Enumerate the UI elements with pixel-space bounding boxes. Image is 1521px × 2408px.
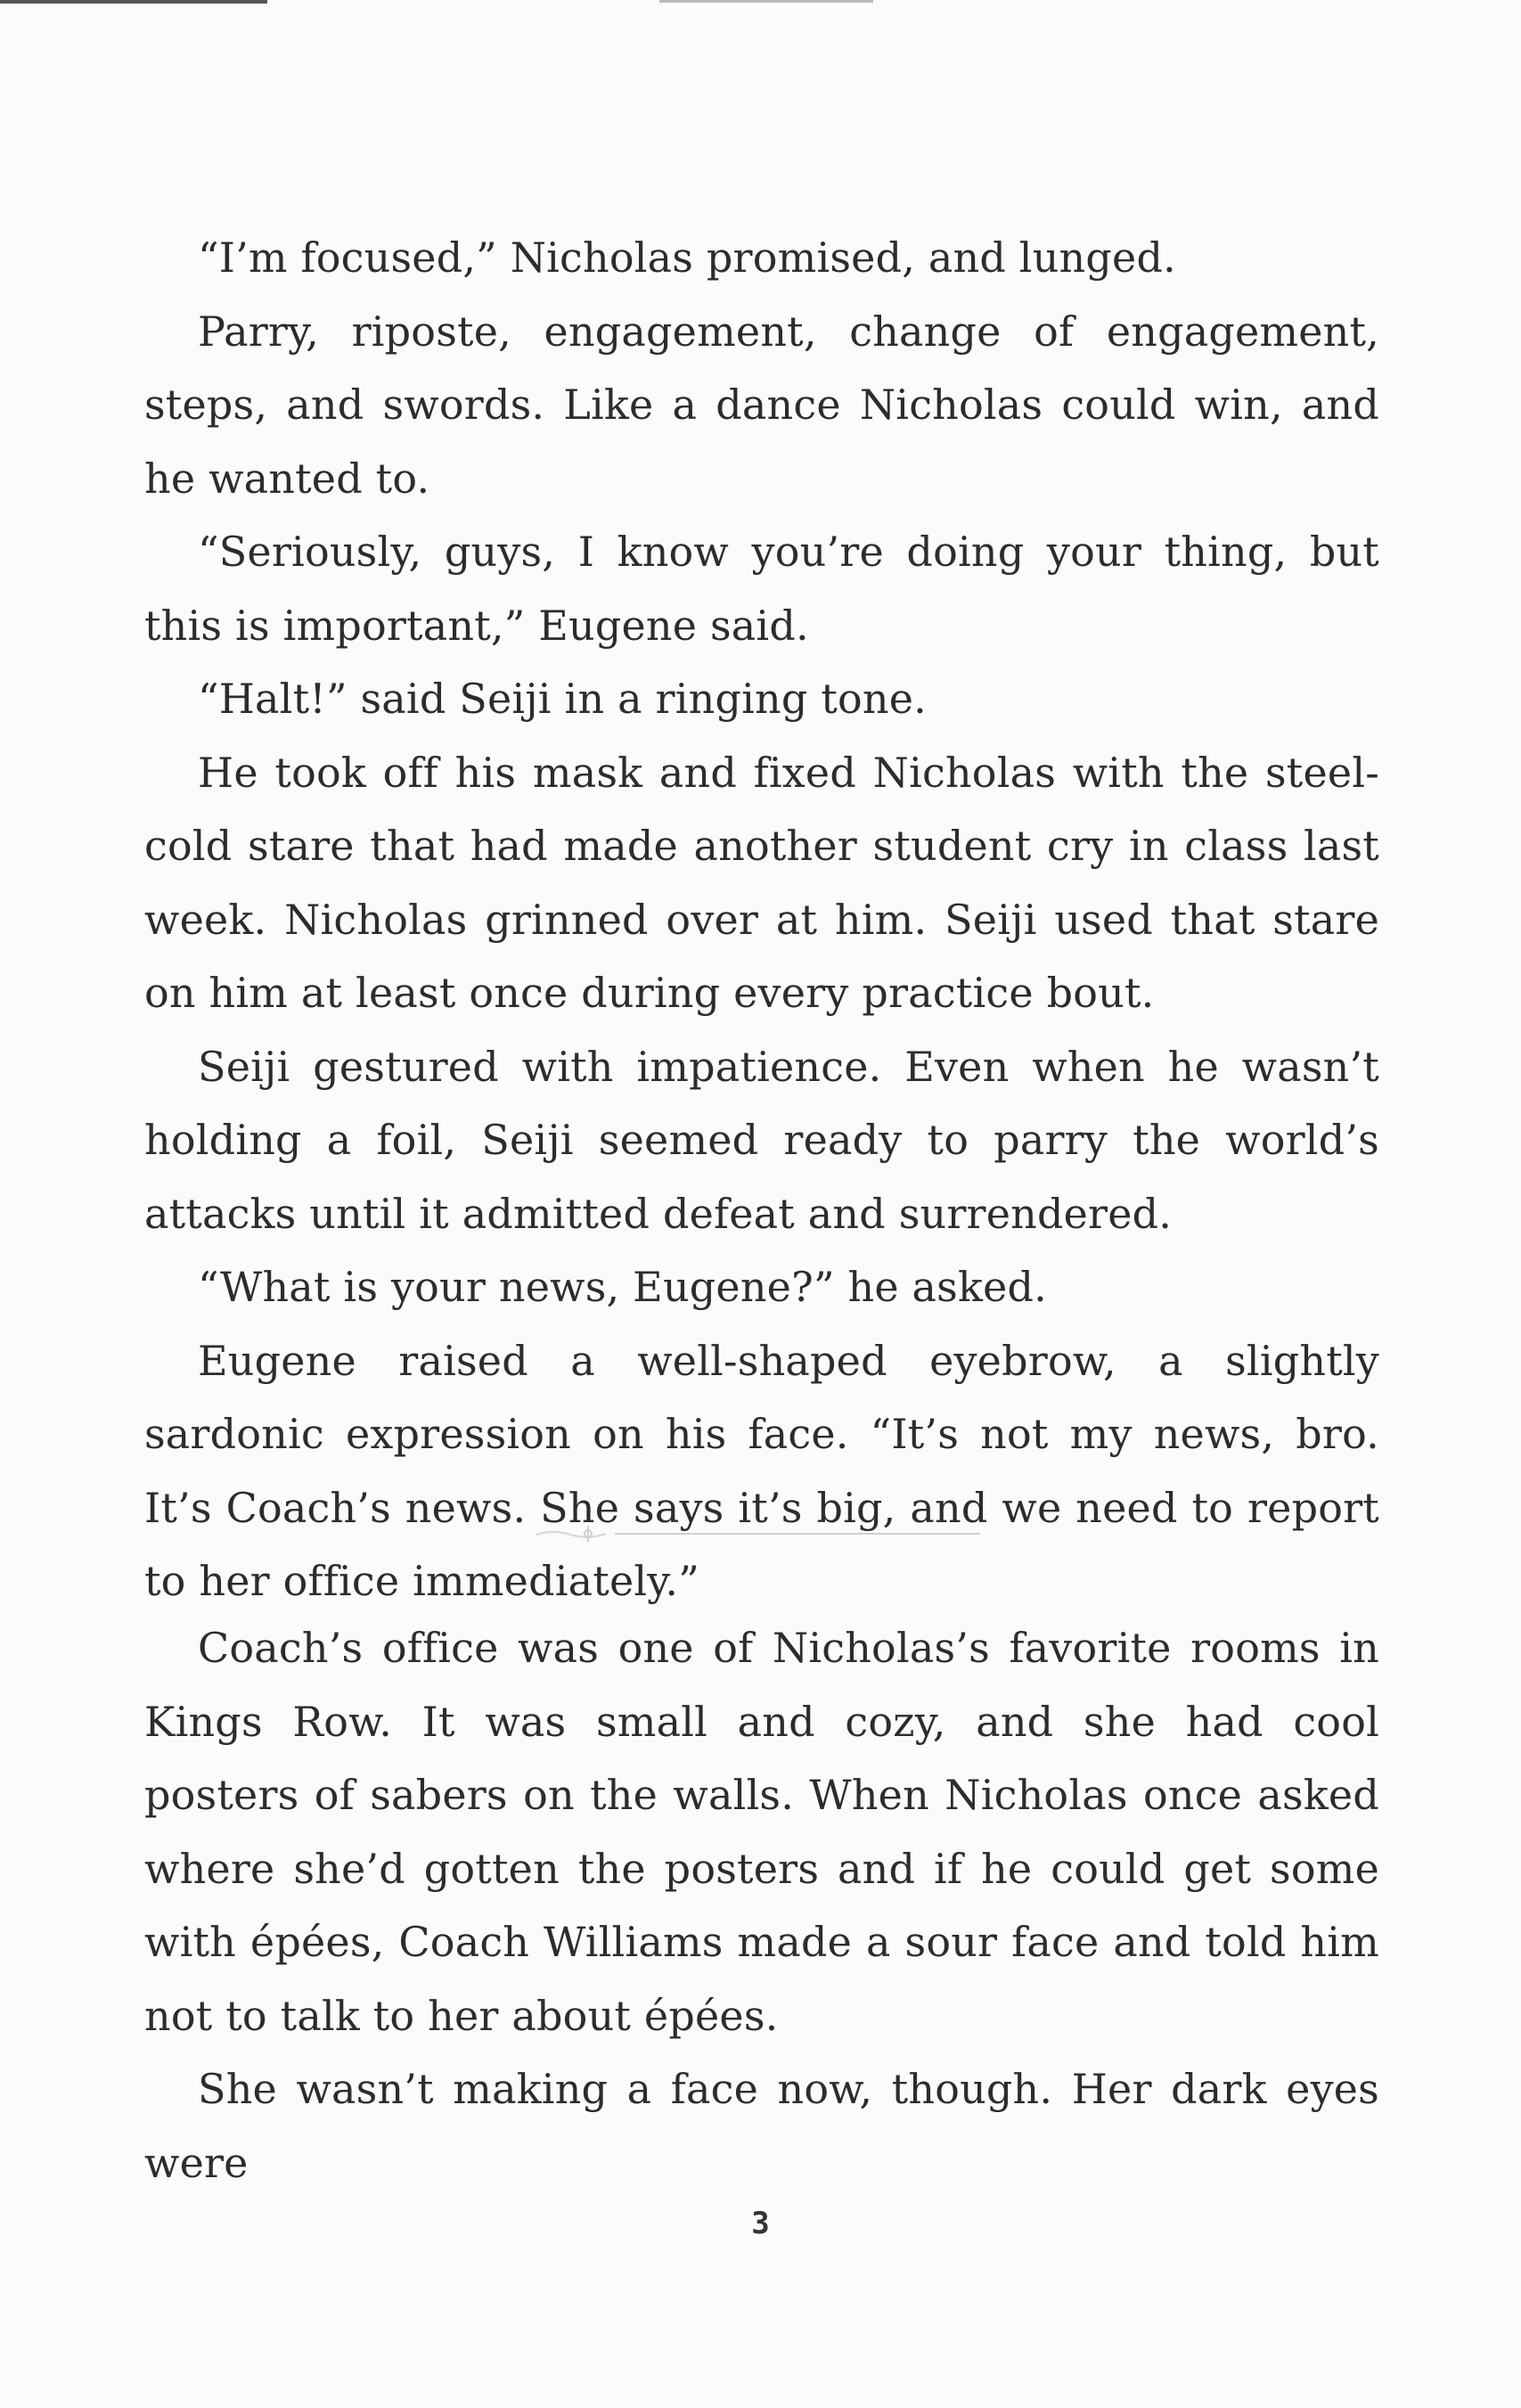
text-section-bottom: [144, 1611, 1379, 2199]
paragraph: Eugene raised a well-shaped eyebrow, a slightly sardonic expression on his face. “It’s not my news, bro. It’s Coach’s news. She says it’s big, and we need to report to her office immediately.”: [144, 1336, 1379, 1605]
top-edge-mark-faint: [659, 0, 873, 3]
paragraph: “Halt!” said Seiji in a ringing tone.: [198, 675, 927, 723]
paragraph: He took off his mask and fixed Nicholas with the steel-cold stare that had made another student cry in class last week. Nicholas grinned over at him. Seiji used that stare on him at least once during every practice bout.: [144, 748, 1379, 1017]
sword-blade-line: [615, 1533, 980, 1535]
sword-hilt-icon: [535, 1526, 615, 1542]
page-number: 3: [751, 2206, 770, 2241]
paragraph: Seiji gestured with impatience. Even when he wasn’t holding a foil, Seiji seemed ready to parry the world’s attacks until it admitted defeat and surrendered.: [144, 1042, 1379, 1238]
paragraph: Coach’s office was one of Nicholas’s favorite rooms in Kings Row. It was small and cozy, and she had cool posters of sabers on the walls. When Nicholas once asked where she’d gotten the posters and if he could get some with épées, Coach Williams made a sour face and told him not to talk to her about épées.: [144, 1624, 1379, 2040]
paragraph: “What is your news, Eugene?” he asked.: [198, 1263, 1047, 1311]
paragraph: She wasn’t making a face now, though. Her dark eyes were: [144, 2065, 1379, 2187]
paragraph: “Seriously, guys, I know you’re doing your thing, but this is important,” Eugene said.: [144, 528, 1379, 650]
text-section-top: [144, 221, 1379, 1618]
paragraph: “I’m focused,” Nicholas promised, and lunged.: [198, 233, 1176, 282]
paragraph: Parry, riposte, engagement, change of engagement, steps, and swords. Like a dance Nicholas could win, and he wanted to.: [144, 307, 1379, 503]
section-break-ornament: [535, 1515, 980, 1551]
top-edge-mark: [0, 0, 267, 4]
